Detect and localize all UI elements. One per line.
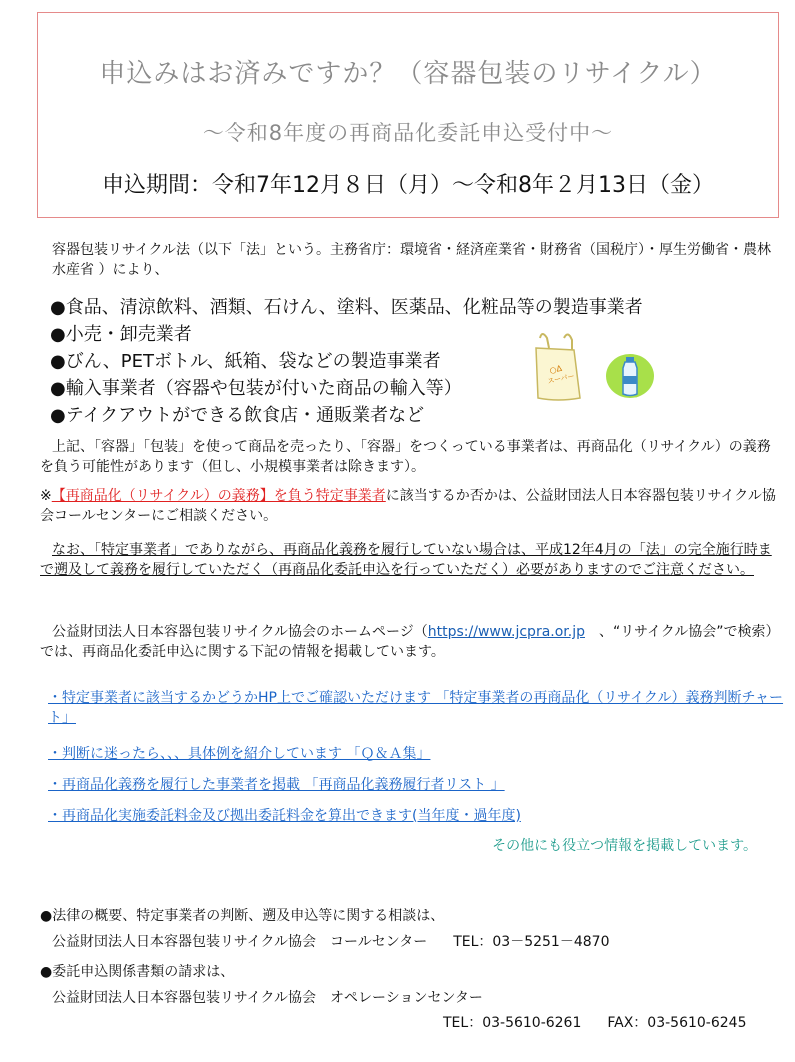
retroactive-warning: なお、「特定事業者」でありながら、再商品化義務を履行していない場合は、平成12年4月の「法」の完全施行時まで遡及して義務を履行していただく（再商品化委託申込を行っていただく）必要がありますのでご注意ください。 <box>40 542 772 578</box>
homepage-prefix: 公益財団法人日本容器包装リサイクル協会のホームページ（ <box>52 624 428 640</box>
list-item: ●輸入事業者（容器や包装が付いた商品の輸入等） <box>50 378 462 399</box>
other-info-text: その他にも役立つ情報を掲載しています。 <box>492 838 757 854</box>
qa-link[interactable]: ・判断に迷ったら、、、具体例を紹介しています 「Ｑ＆Ａ集」 <box>48 746 431 762</box>
bag-label: ○Δ <box>548 363 563 376</box>
fulfiller-list-link[interactable]: ・再商品化義務を履行した事業者を掲載 「再商品化義務履行者リスト 」 <box>48 777 505 793</box>
page-subtitle: ～令和8年度の再商品化委託申込受付中～ <box>202 121 614 145</box>
specific-business-highlight: 【再商品化（リサイクル）の義務】を負う特定事業者 <box>51 488 386 504</box>
note-mark: ※ <box>40 488 52 504</box>
operation-center-contact <box>443 1013 747 1033</box>
list-item: ●びん、PETボトル、紙箱、袋などの製造事業者 <box>50 351 441 372</box>
obligation-paragraph: 上記、「容器」「包装」を使って商品を売ったり、「容器」をつくっている事業者は、再商品化（リサイクル）の義務を負う可能性があります（但し、小規模事業者は除きます）。 <box>40 439 771 475</box>
operation-center-name: 公益財団法人日本容器包装リサイクル協会 オペレーションセンター <box>52 990 483 1006</box>
operation-center-fax: FAX：03-5610-6245 <box>607 1015 747 1031</box>
operation-center-tel: TEL：03-5610-6261 <box>443 1015 582 1031</box>
consult-paragraph <box>40 486 780 526</box>
law-consult-heading: ●法律の概要、特定事業者の判断、遡及申込等に関する相談は、 <box>40 908 445 924</box>
page-title: 申込みはお済みですか？（容器包装のリサイクル） <box>99 59 717 89</box>
application-period: 申込期間：令和7年12月８日（月）～令和8年２月13日（金） <box>102 173 714 198</box>
pet-bottle-icon <box>605 352 655 400</box>
homepage-link[interactable]: https://www.jcpra.or.jp <box>427 624 585 640</box>
call-center-name: 公益財団法人日本容器包装リサイクル協会 コールセンター <box>52 934 428 950</box>
docs-request-heading: ●委託申込関係書類の請求は、 <box>40 964 235 980</box>
list-item: ●食品、清涼飲料、酒類、石けん、塗料、医薬品、化粧品等の製造事業者 <box>50 297 643 318</box>
title-box <box>37 12 779 218</box>
fee-calculation-link[interactable]: ・再商品化実施委託料金及び拠出委託料金を算出できます(当年度・過年度) <box>48 808 521 824</box>
call-center-line <box>52 932 609 952</box>
list-item: ●テイクアウトができる飲食店・通販業者など <box>50 405 425 426</box>
homepage-suffix: 、“リサイクル協会”で検索）では、再商品化委託申込に関する下記の情報を掲載しています。 <box>40 624 780 660</box>
intro-text: 容器包装リサイクル法（以下「法」という。主務省庁：環境省・経済産業省・財務省（国税庁）・厚生労働省・農林水産省 ）により、 <box>52 242 772 278</box>
bag-label-2: スーパー <box>546 372 576 386</box>
list-item: ●小売・卸売業者 <box>50 324 192 345</box>
homepage-paragraph <box>40 622 780 662</box>
call-center-tel: TEL：03－5251－4870 <box>453 934 610 950</box>
judgment-chart-link[interactable]: ・特定事業者に該当するかどうかHP上でご確認いただけます 「特定事業者の再商品化（リサイクル）義務判断チャート」 <box>48 690 784 726</box>
shopping-bag-icon <box>528 328 586 404</box>
consult-text: に該当するか否かは、公益財団法人日本容器包装リサイクル協会コールセンターにご相談ください。 <box>40 488 776 524</box>
